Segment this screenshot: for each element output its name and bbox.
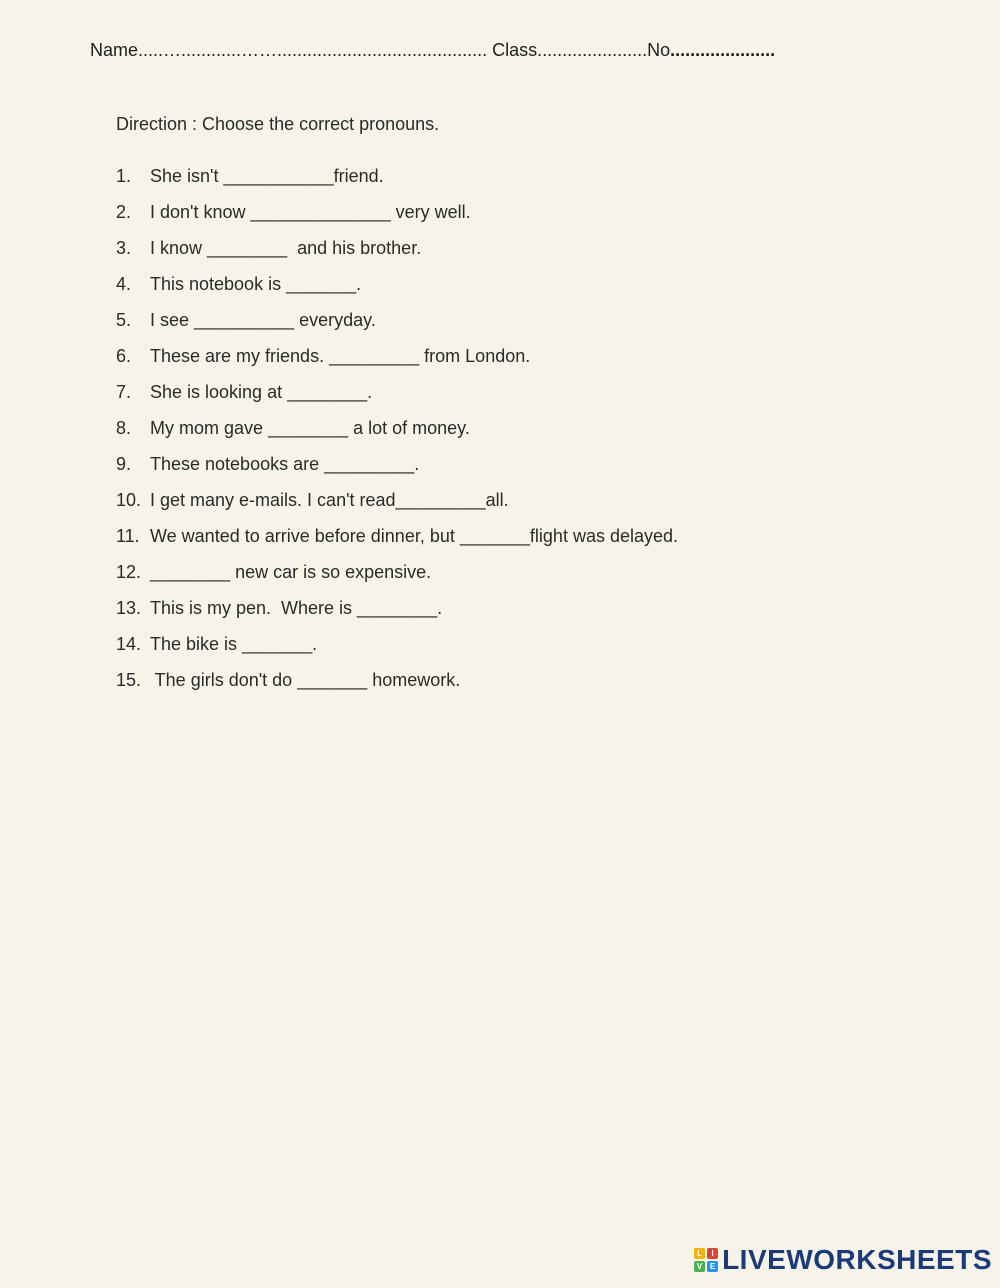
question-text: My mom gave ________ a lot of money. <box>150 418 470 438</box>
question-item <box>116 526 678 562</box>
question-item <box>116 202 678 238</box>
question-text: She isn't ___________friend. <box>150 166 384 186</box>
question-number: 4. <box>116 274 132 294</box>
question-item <box>116 310 678 346</box>
question-item <box>116 454 678 490</box>
question-item <box>116 166 678 202</box>
question-text: She is looking at ________. <box>150 382 373 402</box>
question-number: 8. <box>116 418 132 438</box>
question-text: I know ________ and his brother. <box>150 238 422 258</box>
question-number: 3. <box>116 238 132 258</box>
logo-mark-icon <box>694 1248 718 1272</box>
question-item <box>116 418 678 454</box>
question-number: 14. <box>116 634 142 654</box>
question-number: 7. <box>116 382 132 402</box>
question-number: 11. <box>116 526 140 546</box>
name-field-label[interactable]: Name.....…............…….......................................... <box>90 40 488 60</box>
question-text: This notebook is _______. <box>150 274 362 294</box>
question-item <box>116 238 678 274</box>
question-number: 2. <box>116 202 132 222</box>
question-number: 9. <box>116 454 132 474</box>
liveworksheets-logo[interactable] <box>694 1244 992 1276</box>
class-field-label[interactable]: Class...................... <box>487 40 648 60</box>
question-text: We wanted to arrive before dinner, but _______flight was delayed. <box>150 526 679 546</box>
question-text: These notebooks are _________. <box>150 454 420 474</box>
question-text: I get many e-mails. I can't read_________all. <box>150 490 509 510</box>
number-field-blank[interactable]: ..................... <box>670 40 776 60</box>
question-number: 1. <box>116 166 132 186</box>
logo-square: E <box>707 1261 718 1272</box>
question-number: 12. <box>116 562 142 582</box>
question-list <box>116 166 678 706</box>
question-item <box>116 598 678 634</box>
question-item <box>116 634 678 670</box>
question-item <box>116 382 678 418</box>
question-text: ________ new car is so expensive. <box>150 562 432 582</box>
question-item <box>116 346 678 382</box>
question-number: 5. <box>116 310 132 330</box>
number-field-label: No <box>647 40 671 60</box>
logo-text: LIVEWORKSHEETS <box>722 1244 992 1275</box>
question-number: 13. <box>116 598 142 618</box>
logo-square: L <box>694 1248 705 1259</box>
question-text: The girls don't do _______ homework. <box>150 670 461 690</box>
question-item <box>116 274 678 310</box>
student-info-line <box>90 40 775 61</box>
question-item <box>116 670 678 706</box>
question-item <box>116 490 678 526</box>
question-number: 6. <box>116 346 132 366</box>
question-text: The bike is _______. <box>150 634 318 654</box>
question-text: I don't know ______________ very well. <box>150 202 471 222</box>
logo-square: V <box>694 1261 705 1272</box>
question-number: 15. <box>116 670 142 690</box>
direction-text: Direction : Choose the correct pronouns. <box>116 114 440 134</box>
question-item <box>116 562 678 598</box>
question-text: This is my pen. Where is ________. <box>150 598 443 618</box>
logo-square: I <box>707 1248 718 1259</box>
question-number: 10. <box>116 490 142 510</box>
question-text: These are my friends. _________ from London. <box>150 346 531 366</box>
question-text: I see __________ everyday. <box>150 310 376 330</box>
